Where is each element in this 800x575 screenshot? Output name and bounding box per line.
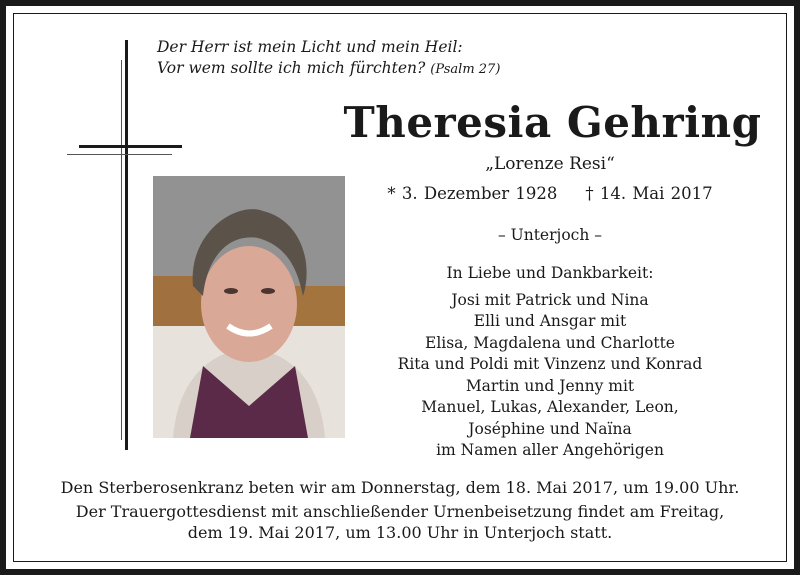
cross-bar — [79, 145, 182, 148]
funeral-service-notice: Der Trauergottesdienst mit anschließender Urnenbeisetzung findet am Freitag, dem 19. Mai 2017, um 13.00 Uhr in Unterjoch statt. — [75, 502, 725, 542]
list-item: Josi mit Patrick und Nina — [451, 290, 649, 309]
life-dates — [355, 184, 745, 203]
birth-date: * 3. Dezember 1928 — [387, 184, 558, 203]
cross-icon — [125, 40, 128, 450]
list-item: Martin und Jenny mit — [465, 376, 635, 395]
list-item: im Namen aller Angehörigen — [436, 441, 664, 459]
hometown: – Unterjoch – — [497, 226, 602, 244]
verse-source: (Psalm 27) — [430, 62, 501, 77]
deceased-name: Theresia Gehring — [343, 98, 762, 147]
portrait-photo — [153, 176, 345, 438]
list-item: Elli und Ansgar mit — [473, 312, 627, 330]
verse-line-2: Vor wem sollte ich mich fürchten? (Psalm 27) — [157, 59, 501, 77]
death-date: † 14. Mai 2017 — [585, 184, 713, 203]
cross-shadow-vertical — [121, 60, 122, 440]
service-announcements — [20, 477, 780, 543]
list-item: Elisa, Magdalena und Charlotte — [425, 333, 675, 352]
mourners-list — [355, 263, 745, 462]
list-item: Joséphine und Naïna — [468, 419, 632, 438]
bible-verse — [157, 37, 577, 80]
rosary-notice: Den Sterberosenkranz beten wir am Donnerstag, dem 18. Mai 2017, um 19.00 Uhr. — [60, 478, 740, 497]
list-item: Rita und Poldi mit Vinzenz und Konrad — [397, 355, 703, 373]
cross-shadow-horizontal — [67, 154, 172, 155]
list-item: Manuel, Lukas, Alexander, Leon, — [421, 398, 679, 416]
nickname: „Lorenze Resi“ — [485, 154, 615, 174]
mourners-intro: In Liebe und Dankbarkeit: — [446, 264, 654, 282]
verse-line-1: Der Herr ist mein Licht und mein Heil: — [157, 38, 463, 56]
